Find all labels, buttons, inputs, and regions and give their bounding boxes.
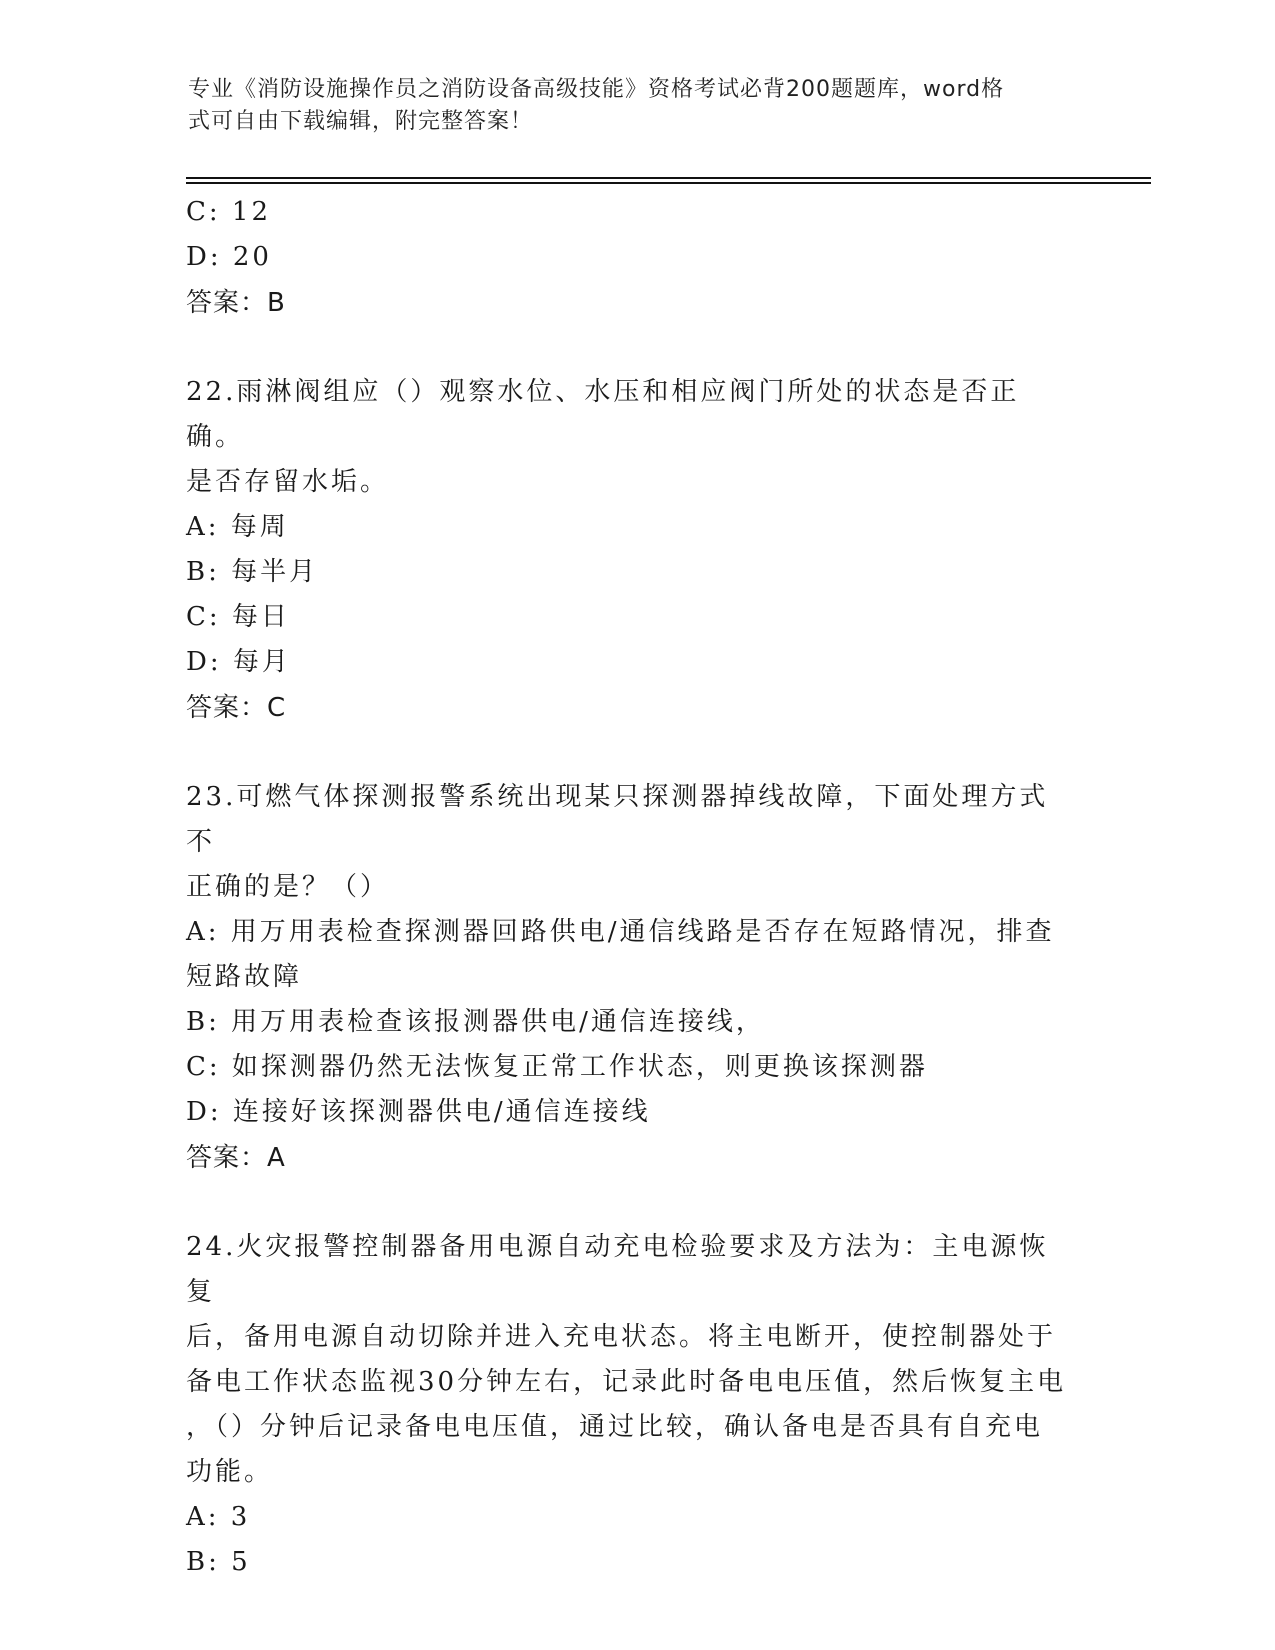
document-body	[186, 190, 1076, 1585]
question-stem: 22.雨淋阀组应（）观察水位、水压和相应阀门所处的状态是否正确。	[186, 377, 1020, 452]
answer-line: 答案：A	[186, 1143, 286, 1173]
option-d: D: 连接好该探测器供电/通信连接线	[186, 1097, 651, 1127]
question-stem: ，（）分钟后记录备电电压值，通过比较，确认备电是否具有自充电	[186, 1412, 1044, 1442]
option-d: D: 20	[186, 242, 272, 272]
option-b: B: 5	[186, 1547, 251, 1577]
question-stem: 后，备用电源自动切除并进入充电状态。将主电断开，使控制器处于	[186, 1322, 1057, 1352]
question-stem: 23.可燃气体探测报警系统出现某只探测器掉线故障，下面处理方式不	[186, 782, 1049, 857]
question-21-tail	[186, 190, 1076, 326]
question-22	[186, 370, 1076, 731]
option-a: A: 用万用表检查探测器回路供电/通信线路是否存在短路情况，排查	[186, 917, 1055, 947]
document-header	[188, 74, 1068, 138]
question-23	[186, 775, 1076, 1181]
question-24	[186, 1225, 1076, 1585]
option-c: C: 每日	[186, 602, 290, 632]
header-divider-top	[186, 177, 1151, 179]
header-line-2: 式可自由下载编辑，附完整答案！	[188, 109, 534, 134]
answer-line: 答案：C	[186, 693, 287, 723]
question-stem: 功能。	[186, 1457, 274, 1487]
question-stem: 正确的是？（）	[186, 872, 390, 902]
option-d: D: 每月	[186, 647, 291, 677]
option-b: B: 每半月	[186, 557, 319, 587]
question-stem: 是否存留水垢。	[186, 467, 390, 497]
option-a: A: 3	[186, 1502, 251, 1532]
option-c: C: 12	[186, 197, 272, 227]
option-b: B: 用万用表检查该报测器供电/通信连接线，	[186, 1007, 765, 1037]
answer-line: 答案：B	[186, 288, 286, 318]
header-divider-bottom	[186, 182, 1151, 184]
question-stem: 备电工作状态监视30分钟左右，记录此时备电电压值，然后恢复主电	[186, 1367, 1067, 1397]
option-c: C: 如探测器仍然无法恢复正常工作状态，则更换该探测器	[186, 1052, 928, 1082]
header-line-1: 专业《消防设施操作员之消防设备高级技能》资格考试必背200题题库，word格	[188, 77, 1005, 102]
option-a-continued: 短路故障	[186, 962, 303, 992]
question-stem: 24.火灾报警控制器备用电源自动充电检验要求及方法为：主电源恢复	[186, 1232, 1049, 1307]
option-a: A: 每周	[186, 512, 289, 542]
